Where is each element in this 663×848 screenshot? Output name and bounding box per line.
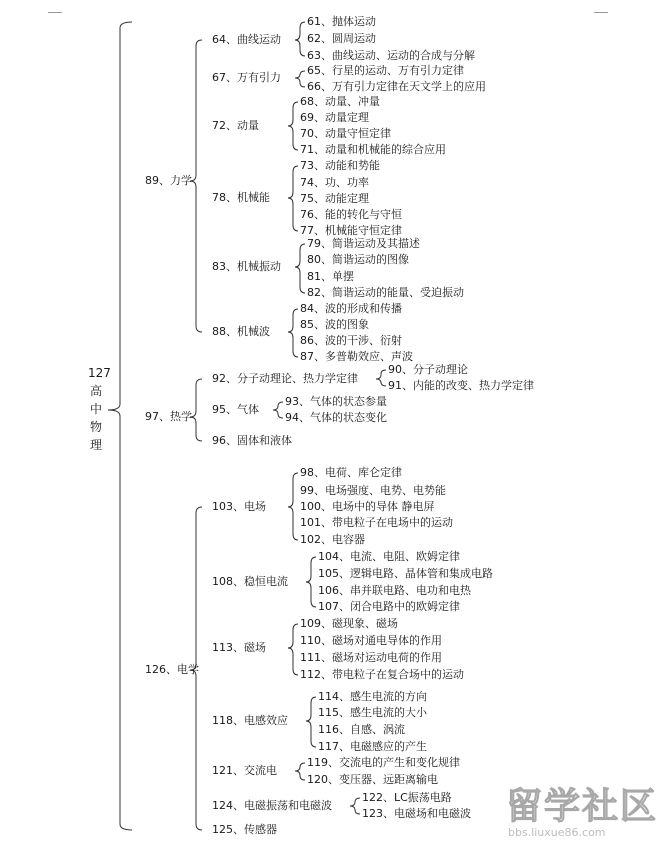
topic-item: 100、电场中的导体 静电屏 (300, 500, 435, 513)
page-corner-mark-left (48, 12, 62, 21)
group-label: 88、机械波 (212, 325, 270, 338)
topic-item: 85、波的图象 (300, 318, 369, 331)
topic-item: 111、磁场对运动电荷的作用 (300, 651, 442, 664)
topic-item: 114、感生电流的方向 (318, 690, 427, 703)
group-label: 118、电感效应 (212, 714, 288, 727)
group-brace (288, 309, 298, 357)
group-brace (288, 166, 298, 231)
topic-item: 62、圆周运动 (307, 32, 376, 45)
group-label: 92、分子动理论、热力学定律 (212, 372, 358, 385)
root-title-char: 高 (89, 384, 102, 398)
root-title-char: 127 (88, 366, 111, 380)
section-label: 97、热学 (145, 410, 192, 423)
topic-item: 87、多普勒效应、声波 (300, 350, 413, 363)
topic-item: 71、动量和机械能的综合应用 (300, 143, 446, 156)
group-label: 103、电场 (212, 500, 266, 513)
topic-item: 105、逻辑电路、晶体管和集成电路 (318, 567, 493, 580)
group-label: 67、万有引力 (212, 71, 281, 84)
group-label: 96、固体和液体 (212, 434, 292, 447)
topic-item: 119、交流电的产生和变化规律 (307, 756, 460, 769)
topic-item: 69、动量定理 (300, 111, 369, 124)
root-brace (108, 22, 132, 830)
group-brace (350, 798, 360, 814)
topic-item: 102、电容器 (300, 533, 365, 546)
topic-item: 63、曲线运动、运动的合成与分解 (307, 49, 475, 62)
topic-item: 115、感生电流的大小 (318, 706, 427, 719)
topic-item: 101、带电粒子在电场中的运动 (300, 516, 453, 529)
root-title-char: 物 (89, 420, 102, 434)
topic-item: 84、波的形成和传播 (300, 302, 402, 315)
topic-item: 104、电流、电阻、欧姆定律 (318, 550, 460, 563)
topic-item: 70、动量守恒定律 (300, 127, 391, 140)
group-brace (295, 22, 305, 56)
group-brace (288, 473, 298, 540)
group-label: 124、电磁振荡和电磁波 (212, 799, 332, 812)
group-brace (288, 624, 298, 675)
page-corner-mark-right (594, 12, 608, 21)
topic-item: 81、单摆 (307, 270, 354, 283)
topic-item: 91、内能的改变、热力学定律 (388, 379, 534, 392)
topic-item: 110、磁场对通电导体的作用 (300, 634, 442, 647)
watermark-url: bbs.liuxue86.com (508, 826, 606, 839)
topic-item: 66、万有引力定律在天文学上的应用 (307, 80, 486, 93)
group-label: 108、稳恒电流 (212, 575, 288, 588)
topic-item: 75、动能定理 (300, 192, 369, 205)
group-brace (295, 244, 305, 293)
group-label: 121、交流电 (212, 764, 277, 777)
topic-item: 109、磁现象、磁场 (300, 617, 398, 630)
group-brace (295, 763, 305, 780)
topic-item: 76、能的转化与守恒 (300, 208, 402, 221)
group-brace (288, 102, 298, 150)
group-brace (376, 370, 386, 386)
topic-item: 90、分子动理论 (388, 363, 468, 376)
topic-item: 107、闭合电路中的欧姆定律 (318, 600, 460, 613)
section-label: 89、力学 (145, 174, 192, 187)
topic-item: 73、动能和势能 (300, 159, 380, 172)
topic-item: 99、电场强度、电势、电势能 (300, 484, 446, 497)
watermark-logo: 留学社区 (506, 786, 659, 827)
group-label: 113、磁场 (212, 641, 266, 654)
group-brace (273, 402, 283, 418)
group-brace (306, 557, 316, 607)
group-label: 95、气体 (212, 403, 259, 416)
topic-item: 117、电磁感应的产生 (318, 740, 427, 753)
group-label: 125、传感器 (212, 823, 277, 836)
topic-item: 82、简谐运动的能量、受迫振动 (307, 286, 464, 299)
topic-item: 98、电荷、库仑定律 (300, 466, 402, 479)
topic-item: 93、气体的状态参量 (285, 395, 387, 408)
topic-item: 65、行星的运动、万有引力定律 (307, 64, 464, 77)
section-label: 126、电学 (145, 663, 199, 676)
topic-item: 80、简谐运动的图像 (307, 253, 409, 266)
topic-item: 112、带电粒子在复合场中的运动 (300, 668, 464, 681)
group-label: 83、机械振动 (212, 260, 281, 273)
watermark (492, 778, 660, 844)
topic-item: 68、动量、冲量 (300, 95, 380, 108)
root-title-char: 理 (89, 438, 102, 452)
topic-item: 61、抛体运动 (307, 15, 376, 28)
topic-item: 120、变压器、远距离输电 (307, 773, 438, 786)
topic-item: 77、机械能守恒定律 (300, 224, 402, 237)
root-title-char: 中 (89, 402, 102, 416)
group-label: 78、机械能 (212, 191, 270, 204)
topic-item: 123、电磁场和电磁波 (362, 807, 471, 820)
topic-item: 116、自感、涡流 (318, 723, 405, 736)
group-brace (295, 71, 305, 87)
topic-item: 122、LC振荡电路 (362, 791, 452, 804)
topic-item: 94、气体的状态变化 (285, 411, 387, 424)
topic-item: 74、功、功率 (300, 176, 369, 189)
group-brace (306, 697, 316, 747)
group-label: 64、曲线运动 (212, 33, 281, 46)
topic-item: 86、波的干涉、衍射 (300, 334, 402, 347)
topic-item: 79、简谐运动及其描述 (307, 237, 420, 250)
group-label: 72、动量 (212, 119, 259, 132)
topic-item: 106、串并联电路、电功和电热 (318, 584, 471, 597)
